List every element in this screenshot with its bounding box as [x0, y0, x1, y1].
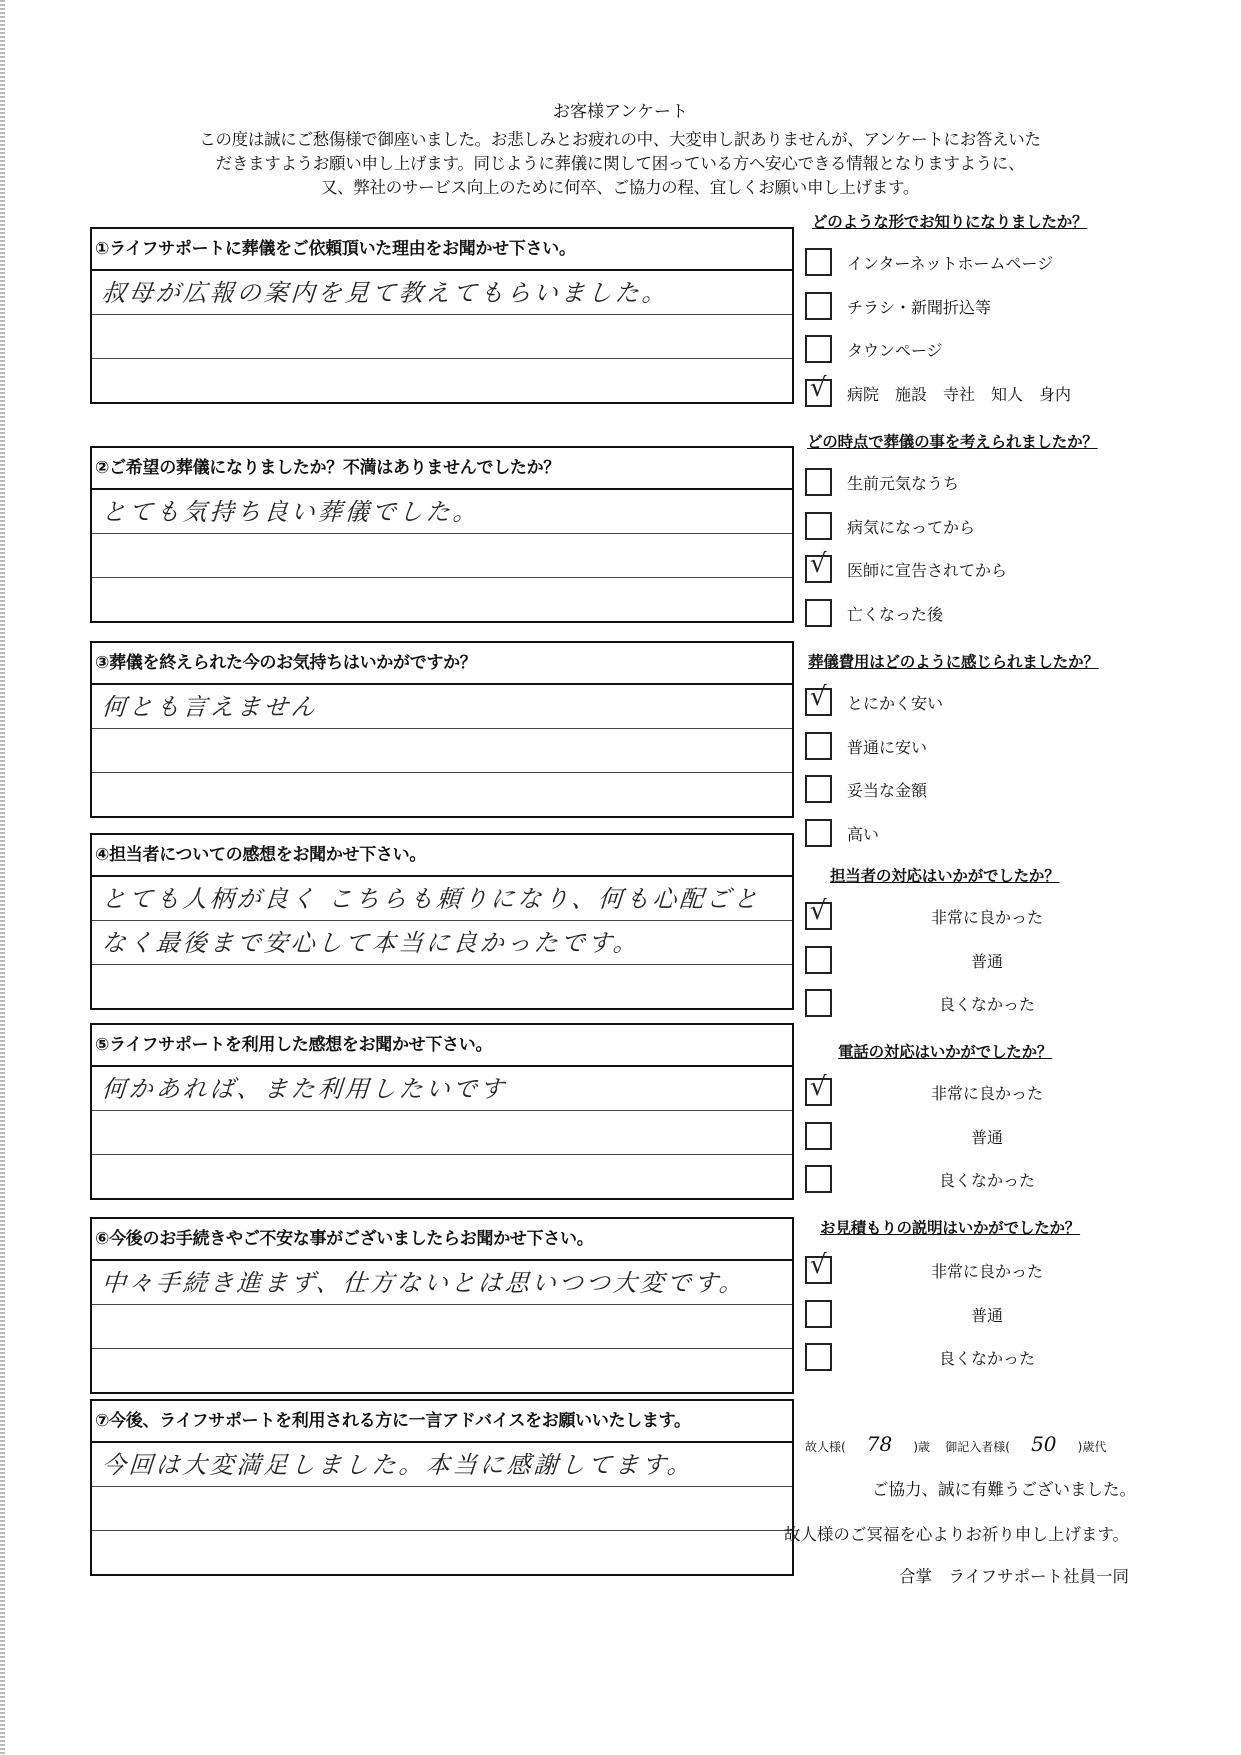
survey-option[interactable]	[805, 599, 1135, 629]
answer-line[interactable]	[92, 1487, 792, 1531]
option-label: 良くなかった	[938, 1171, 1035, 1190]
writer-age-unit: )歳代	[1077, 1440, 1107, 1454]
closing-signature: 合掌 ライフサポート社員一同	[898, 1567, 1129, 1586]
handwritten-answer: 何かあれば、また利用したいです	[100, 1075, 508, 1103]
survey-question: 担当者の対応はいかがでしたか？	[830, 867, 1060, 885]
option-label: タウンページ	[847, 341, 943, 360]
survey-option[interactable]	[805, 292, 1135, 322]
closing-thanks: ご協力、誠に有難うございました。	[872, 1480, 1136, 1499]
option-label: 非常に良かった	[930, 908, 1043, 927]
answer-line[interactable]	[92, 773, 792, 816]
survey-option[interactable]	[805, 1165, 1135, 1195]
option-label: 普通	[970, 1127, 1003, 1147]
checkbox[interactable]	[805, 599, 832, 627]
option-label: 病気になってから	[847, 517, 976, 537]
answer-line[interactable]	[92, 490, 792, 534]
answer-line[interactable]	[92, 1443, 792, 1487]
option-label: 病院 施設 寺社 知人 身内	[847, 384, 1072, 404]
question-label: ⑤ライフサポートを利用した感想をお聞かせ下さい。	[92, 1025, 792, 1067]
survey-option[interactable]	[805, 335, 1135, 365]
survey-option[interactable]	[805, 1300, 1135, 1330]
survey-option[interactable]	[805, 372, 1135, 409]
deceased-age-label: 故人様(	[805, 1440, 846, 1454]
answer-line[interactable]	[92, 877, 792, 921]
survey-option[interactable]	[805, 1250, 1135, 1286]
handwritten-answer: なく最後まで安心して本当に良かったです。	[100, 929, 641, 957]
survey-question: 葬儀費用はどのように感じられましたか？	[808, 653, 1099, 671]
option-label: 生前元気なうち	[847, 474, 960, 493]
check-mark-icon: √	[810, 896, 827, 926]
age-line	[805, 1432, 1106, 1456]
handwritten-answer: 今回は大変満足しました。本当に感謝してます。	[100, 1451, 695, 1479]
survey-option[interactable]	[805, 946, 1135, 976]
checkbox[interactable]	[805, 1300, 832, 1328]
checkbox[interactable]	[805, 1072, 832, 1106]
survey-option[interactable]	[805, 248, 1135, 278]
checkbox[interactable]	[805, 1165, 832, 1193]
option-label: 普通	[970, 951, 1003, 971]
option-label: 普通	[970, 1305, 1003, 1325]
survey-question: 電話の対応はいかがでしたか？	[838, 1043, 1053, 1061]
answer-line[interactable]	[92, 1111, 792, 1155]
check-mark-icon: √	[810, 549, 827, 579]
answer-line[interactable]	[92, 965, 792, 1008]
writer-age-label: 御記入者様(	[945, 1440, 1010, 1454]
answer-line[interactable]	[92, 1155, 792, 1198]
question-label: ①ライフサポートに葬儀をご依頼頂いた理由をお聞かせ下さい。	[92, 229, 792, 271]
option-label: チラシ・新聞折込等	[847, 297, 992, 317]
question-label: ③葬儀を終えられた今のお気持ちはいかがですか？	[92, 643, 792, 685]
handwritten-answer: 何とも言えません	[100, 693, 319, 721]
answer-line[interactable]	[92, 921, 792, 965]
checkbox[interactable]	[805, 1343, 832, 1371]
answer-line[interactable]	[92, 1531, 792, 1574]
check-mark-icon: √	[810, 682, 827, 712]
survey-option[interactable]	[805, 896, 1135, 932]
checkbox[interactable]	[805, 292, 832, 320]
checkbox[interactable]	[805, 682, 832, 716]
option-label: インターネットホームページ	[847, 254, 1054, 273]
checkbox[interactable]	[805, 1250, 832, 1284]
checkbox[interactable]	[805, 549, 832, 583]
question-box	[90, 1399, 794, 1576]
closing-condolence: 故人様のご冥福を心よりお祈り申し上げます。	[783, 1525, 1129, 1544]
checkbox[interactable]	[805, 248, 832, 276]
handwritten-answer: 中々手続き進まず、仕方ないとは思いつつ大変です。	[100, 1269, 747, 1297]
answer-line[interactable]	[92, 1305, 792, 1349]
survey-option[interactable]	[805, 775, 1135, 805]
option-label: 良くなかった	[938, 1349, 1035, 1368]
checkbox[interactable]	[805, 512, 832, 540]
intro-line: この度は誠にご愁傷様で御座いました。お悲しみとお疲れの中、大変申し訳ありませんが、アンケートにお答えいた	[199, 130, 1041, 149]
checkbox[interactable]	[805, 468, 832, 496]
question-box	[90, 641, 794, 818]
answer-line[interactable]	[92, 685, 792, 729]
checkbox[interactable]	[805, 775, 832, 803]
deceased-age-field[interactable]: 78	[866, 1432, 893, 1456]
intro-text	[95, 128, 1145, 200]
handwritten-answer: 叔母が広報の案内を見て教えてもらいました。	[100, 279, 670, 307]
checkbox[interactable]	[805, 946, 832, 974]
answer-line[interactable]	[92, 1067, 792, 1111]
question-box	[90, 446, 794, 623]
question-box	[90, 1023, 794, 1200]
question-label: ②ご希望の葬儀になりましたか？不満はありませんでしたか？	[92, 448, 792, 490]
question-label: ④担当者についての感想をお聞かせ下さい。	[92, 835, 792, 877]
option-label: 医師に宣告されてから	[847, 561, 1008, 580]
answer-line[interactable]	[92, 534, 792, 578]
answer-line[interactable]	[92, 359, 792, 402]
handwritten-answer: とても人柄が良く こちらも頼りになり、何も心配ごと	[100, 885, 762, 913]
survey-option[interactable]	[805, 819, 1135, 849]
option-label: 非常に良かった	[930, 1084, 1043, 1103]
survey-question: どの時点で葬儀の事を考えられましたか？	[807, 433, 1098, 451]
survey-option[interactable]	[805, 1122, 1135, 1152]
checkbox[interactable]	[805, 732, 832, 760]
check-mark-icon: √	[810, 1250, 827, 1280]
check-mark-icon: √	[810, 1072, 827, 1102]
answer-line[interactable]	[92, 271, 792, 315]
answer-line[interactable]	[92, 1261, 792, 1305]
survey-option[interactable]	[805, 512, 1135, 542]
checkbox[interactable]	[805, 989, 832, 1017]
option-label: 良くなかった	[938, 995, 1035, 1014]
survey-option[interactable]	[805, 549, 1135, 585]
survey-option[interactable]	[805, 468, 1135, 498]
checkbox[interactable]	[805, 372, 832, 407]
survey-option[interactable]	[805, 989, 1135, 1019]
deceased-age-unit: )歳	[913, 1440, 931, 1454]
answer-line[interactable]	[92, 578, 792, 621]
question-label: ⑦今後、ライフサポートを利用される方に一言アドバイスをお願いいたします。	[92, 1401, 792, 1443]
writer-age-field[interactable]: 50	[1031, 1432, 1057, 1456]
check-mark-icon: √	[810, 372, 827, 403]
survey-question: どのような形でお知りになりましたか？	[812, 213, 1088, 231]
checkbox[interactable]	[805, 896, 832, 930]
question-box	[90, 833, 794, 1010]
answer-line[interactable]	[92, 729, 792, 773]
checkbox[interactable]	[805, 1122, 832, 1150]
survey-option[interactable]	[805, 1072, 1135, 1108]
page-title: お客様アンケート	[553, 102, 688, 122]
checkbox[interactable]	[805, 819, 832, 847]
option-label: 非常に良かった	[930, 1262, 1043, 1281]
option-label: とにかく安い	[847, 694, 944, 713]
option-label: 亡くなった後	[847, 604, 944, 624]
intro-line: だきますようお願い申し上げます。同じように葬儀に関して困っている方へ安心できる情報となりますように、	[215, 154, 1025, 173]
intro-line: 又、弊社のサービス向上のために何卒、ご協力の程、宜しくお願い申し上げます。	[320, 178, 920, 197]
answer-line[interactable]	[92, 1349, 792, 1392]
scan-edge	[0, 0, 5, 1755]
handwritten-answer: とても気持ち良い葬儀でした。	[100, 498, 481, 526]
survey-option[interactable]	[805, 732, 1135, 762]
option-label: 妥当な金額	[847, 781, 928, 800]
survey-question: お見積もりの説明はいかがでしたか？	[820, 1219, 1081, 1237]
option-label: 高い	[847, 824, 880, 844]
option-label: 普通に安い	[847, 737, 928, 757]
answer-line[interactable]	[92, 315, 792, 359]
survey-option[interactable]	[805, 1343, 1135, 1373]
survey-option[interactable]	[805, 682, 1135, 718]
question-box	[90, 227, 794, 404]
question-box	[90, 1217, 794, 1394]
checkbox[interactable]	[805, 335, 832, 363]
question-label: ⑥今後のお手続きやご不安な事がございましたらお聞かせ下さい。	[92, 1219, 792, 1261]
